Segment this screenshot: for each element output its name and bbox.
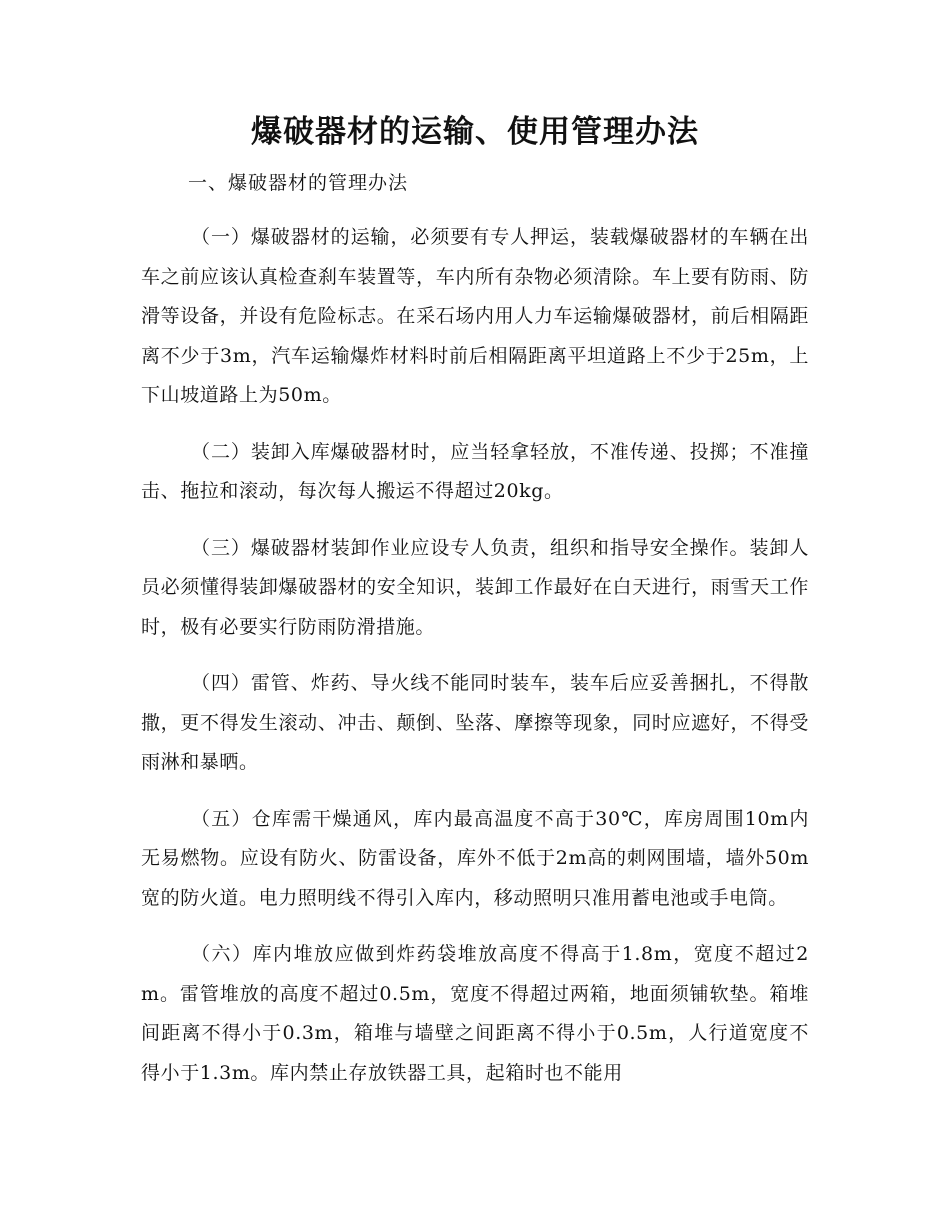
paragraph-2: （二）装卸入库爆破器材时，应当轻拿轻放，不准传递、投掷；不准撞击、拖拉和滚动，每次每人搬运不得超过20kg。 <box>141 440 809 502</box>
paragraph-6: （六）库内堆放应做到炸药袋堆放高度不得高于1.8m，宽度不超过2m。雷管堆放的高度不超过0.5m，宽度不得超过两箱，地面须铺软垫。箱堆间距离不得小于0.3m，箱堆与墙壁之间距离不得小于0.5m，人行道宽度不得小于1.3m。库内禁止存放铁器工具，起箱时也不能用 <box>141 943 809 1084</box>
document-title: 爆破器材的运输、使用管理办法 <box>251 114 699 150</box>
paragraph-3: （三）爆破器材装卸作业应设专人负责，组织和指导安全操作。装卸人员必须懂得装卸爆破器材的安全知识，装卸工作最好在白天进行，雨雪天工作时，极有必要实行防雨防滑措施。 <box>141 536 809 638</box>
section-heading: 一、爆破器材的管理办法 <box>188 172 409 194</box>
paragraph-5: （五）仓库需干燥通风，库内最高温度不高于30℃，库房周围10m内无易燃物。应设有防火、防雷设备，库外不低于2m高的刺网围墙，墙外50m宽的防火道。电力照明线不得引入库内，移动照明只准用蓄电池或手电筒。 <box>141 807 809 909</box>
paragraph-4: （四）雷管、炸药、导火线不能同时装车，装车后应妥善捆扎，不得散撒，更不得发生滚动、冲击、颠倒、坠落、摩擦等现象，同时应遮好，不得受雨淋和暴晒。 <box>141 672 809 773</box>
paragraph-1: （一）爆破器材的运输，必须要有专人押运，装载爆破器材的车辆在出车之前应该认真检查刹车装置等，车内所有杂物必须清除。车上要有防雨、防滑等设备，并设有危险标志。在采石场内用人力车运输爆破器材，前后相隔距离不少于3m，汽车运输爆炸材料时前后相隔距离平坦道路上不少于25m，上下山坡道路上为50m。 <box>141 226 809 406</box>
document-body <box>141 218 809 1110</box>
